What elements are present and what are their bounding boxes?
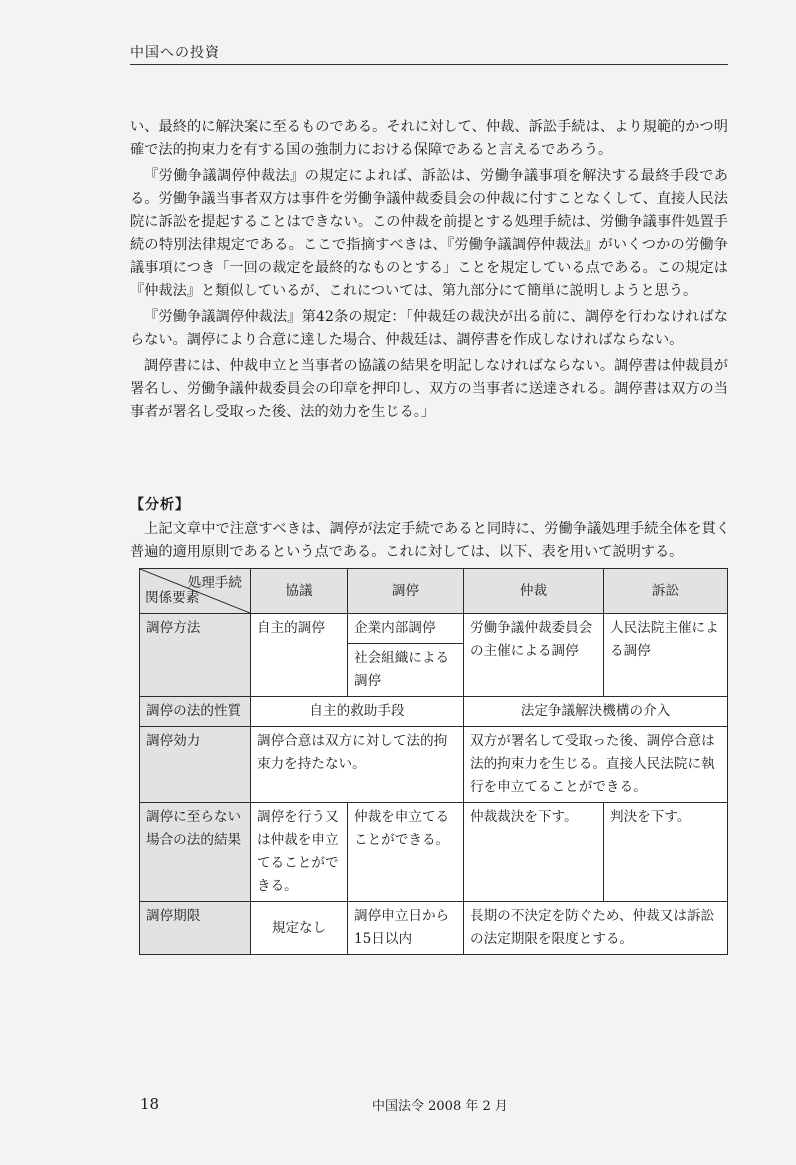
running-header <box>130 42 728 65</box>
row-label: 調停期限 <box>140 902 251 955</box>
analysis-paragraph: 上記文章中で注意すべきは、調停が法定手続であると同時に、労働争議処理手続全体を貫く普遍的適用原則であるという点である。これに対しては、以下、表を用いて説明する。 <box>130 521 730 560</box>
corner-cell <box>140 569 251 614</box>
body-text <box>130 116 728 427</box>
table-row <box>140 727 728 803</box>
table-cell-split <box>348 614 464 697</box>
table-cell: 双方が署名して受取った後、調停合意は法的拘束力を生じる。直接人民法院に執行を申立てることができる。 <box>464 727 728 803</box>
column-header: 調停 <box>348 569 464 614</box>
page-number: 18 <box>140 1095 160 1113</box>
table-cell: 自主的救助手段 <box>251 697 464 727</box>
table-cell: 労働争議仲裁委員会の主催による調停 <box>464 614 604 697</box>
table-cell: 人民法院主催による調停 <box>604 614 728 697</box>
table-cell: 調停申立日から15日以内 <box>348 902 464 955</box>
table-header-row <box>140 569 728 614</box>
row-label: 調停方法 <box>140 614 251 697</box>
column-header: 協議 <box>251 569 348 614</box>
inner-table <box>348 614 463 696</box>
table-cell: 判決を下す。 <box>604 803 728 902</box>
table-cell: 企業内部調停 <box>348 614 463 644</box>
table-row <box>140 902 728 955</box>
table-cell: 自主的調停 <box>251 614 348 697</box>
footer-publication: 中国法令 2008 年 2 月 <box>372 1099 508 1114</box>
table-cell: 調停合意は双方に対して法的拘束力を持たない。 <box>251 727 464 803</box>
table-row <box>140 614 728 697</box>
table-cell: 長期の不決定を防ぐため、仲裁又は訴訟の法定期限を限度とする。 <box>464 902 728 955</box>
paragraph: 調停書には、仲裁申立と当事者の協議の結果を明記しなければならない。調停書は仲裁員が署名し、労働争議仲裁委員会の印章を押印し、双方の当事者に送達される。調停書は双方の当事者が署名し受取った後、法的効力を生じる。」 <box>130 358 728 420</box>
analysis-heading: 【分析】 <box>130 497 190 513</box>
paragraph: 『労働争議調停仲裁法』第42条の規定：「仲裁廷の裁決が出る前に、調停を行わなければならない。調停により合意に達した場合、仲裁廷は、調停書を作成しなければならない。 <box>130 309 728 348</box>
table-cell: 法定争議解決機構の介入 <box>464 697 728 727</box>
table-row <box>140 697 728 727</box>
comparison-table <box>139 568 728 955</box>
paragraph: 『労働争議調停仲裁法』の規定によれば、訴訟は、労働争議事項を解決する最終手段である。労働争議当事者双方は事件を労働争議仲裁委員会の仲裁に付すことなくして、直接人民法院に訴訟を提起することはできない。この仲裁を前提とする処理手続は、労働争議事件処置手続の特別法律規定である。ここで指摘すべきは、『労働争議調停仲裁法』がいくつかの労働争議事項につき「一回の裁定を最終的なものとする」ことを規定している点である。この規定は『仲裁法』と類似しているが、これについては、第九部分にて簡単に説明しようと思う。 <box>130 168 728 299</box>
column-header: 訴訟 <box>604 569 728 614</box>
row-label: 調停の法的性質 <box>140 697 251 727</box>
table-cell: 社会組織による調停 <box>348 644 463 697</box>
row-label: 調停効力 <box>140 727 251 803</box>
corner-top-label: 処理手続 <box>187 575 242 591</box>
column-header: 仲裁 <box>464 569 604 614</box>
table-cell: 規定なし <box>251 902 348 955</box>
table-cell: 仲裁裁決を下す。 <box>464 803 604 902</box>
header-title: 中国への投資 <box>130 45 220 61</box>
corner-bottom-label: 関係要素 <box>145 590 200 606</box>
table-cell: 仲裁を申立てることができる。 <box>348 803 464 902</box>
paragraph: い、最終的に解決案に至るものである。それに対して、仲裁、訴訟手続は、より規範的かつ明確で法的拘束力を有する国の強制力における保障であると言えるであろう。 <box>130 119 728 158</box>
table-cell: 調停を行う又は仲裁を申立てることができる。 <box>251 803 348 902</box>
table-row <box>140 803 728 902</box>
row-label: 調停に至らない場合の法的結果 <box>140 803 251 902</box>
